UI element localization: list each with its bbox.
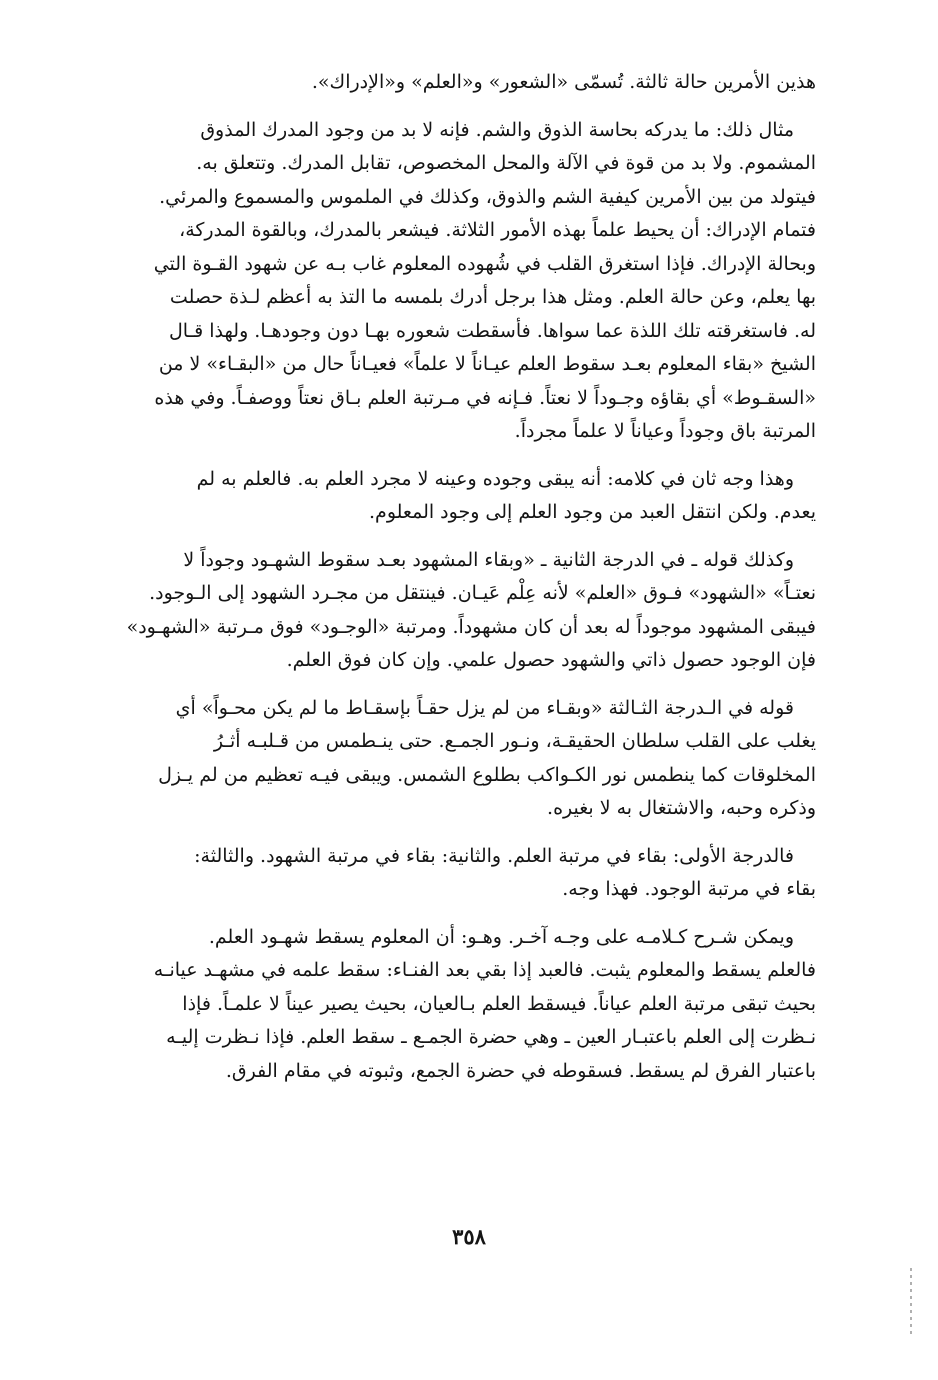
text-line: يغلب على القلب سلطان الحقيقـة، ونـور الجمـع. حتى ينـطمس من قـلبـه أثـرُ: [213, 730, 816, 752]
text-line: مثال ذلك: ما يدركه بحاسة الذوق والشم. فإنه لا بد من وجود المدرك المذوق: [200, 118, 794, 141]
text-line: المخلوقات كما ينطمس نور الكـواكب بطلوع الشمس. ويبقى فيـه تعظيم من لم يـزل: [158, 763, 816, 786]
text-line: نعتـاً» «الشهود» فـوق «العلم» لأنه عِلْم عَيـان. فينتقل من مجـرد الشهود إلى الـوجود.: [149, 582, 816, 604]
text-line: فالعلم يسقط والمعلوم يثبت. فالعبد إذا بقي بعد الفنـاء: سقط علمه في مشهـد عيانـه: [153, 959, 816, 981]
page-text: [64, 66, 816, 1102]
text-line: وذكره وحبه، والاشتغال به لا بغيره.: [547, 797, 816, 819]
text-line: المرتبة باق وجوداً وعياناً لا علماً مجرداً.: [514, 420, 816, 442]
paragraph-1: [64, 66, 816, 100]
text-line: الشيخ «بقاء المعلوم بعـد سقوط العلم عيـاناً لا علماً» فعيـاناً حال من «البقـاء» لا من: [158, 353, 816, 375]
text-line: فيتولد من بين الأمرين كيفية الشم والذوق، وكذلك في الملموس والمسموع والمرئي.: [159, 185, 816, 208]
page-edge-mark: [910, 1268, 912, 1338]
text-line: هذين الأمرين حالة ثالثة. تُسمّى «الشعور» و«العلم» و«الإدراك».: [311, 71, 816, 93]
text-line: «السقـوط» أي بقاؤه وجـوداً لا نعتاً. فـإنه في مـرتبة العلم بـاق نعتاً ووصفـاً. وفي هذه: [154, 386, 816, 409]
text-line: بها يعلم، وعن حالة العلم. ومثل هذا برجل أدرك بلمسه ما التذ به أعظم لـذة حصلت: [169, 286, 816, 308]
paragraph-3: [64, 463, 816, 530]
text-line: فتمام الإدراك: أن يحيط علماً بهذه الأمور الثلاثة. فيشعر بالمدرك، وبالقوة المدركة،: [179, 219, 816, 241]
text-line: نـظرت إلى العلم باعتبـار العين ـ وهي حضرة الجمـع ـ سقط العلم. فإذا نـظرت إليـه: [166, 1026, 816, 1048]
text-line: قوله في الـدرجة الثـالثة «وبقـاء من لم يزل حقـاً بإسقـاط ما لم يكن محـواً» أي: [175, 696, 794, 719]
paragraph-5: [64, 692, 816, 826]
text-line: له. فاستغرقته تلك اللذة عما سواها. فأسقطت شعوره بهـا دون وجودهـا. ولهذا قـال: [168, 319, 816, 342]
text-line: وهذا وجه ثان في كلامه: أنه يبقى وجوده وعينه لا مجرد العلم به. فالعلم به لم: [196, 467, 794, 490]
text-line: بحيث تبقى مرتبة العلم عياناً. فيسقط العلم بـالعيان، بحيث يصير عيناً لا علمـاً. فإذا: [182, 992, 816, 1015]
paragraph-2: [64, 114, 816, 449]
text-line: بقاء في مرتبة الوجود. فهذا وجه.: [562, 878, 816, 900]
text-line: فإن الوجود حصول ذاتي والشهود حصول علمي. وإن كان فوق العلم.: [286, 649, 816, 671]
text-line: ويمكن شـرح كـلامـه على وجـه آخـر. وهـو: أن المعلوم يسقط شهـود العلم.: [208, 925, 794, 948]
paragraph-4: [64, 544, 816, 678]
paragraph-6: [64, 840, 816, 907]
paragraph-7: [64, 921, 816, 1089]
text-line: المشموم. ولا بد من قوة في الآلة والمحل المخصوص، تقابل المدرك. وتتعلق به.: [196, 152, 816, 174]
text-line: فالدرجة الأولى: بقاء في مرتبة العلم. والثانية: بقاء في مرتبة الشهود. والثالثة:: [194, 844, 794, 867]
text-line: وبحالة الإدراك. فإذا استغرق القلب في شُهوده المعلوم غاب بـه عن شهود القـوة التي: [153, 252, 816, 275]
page-number: ٣٥٨: [452, 1224, 486, 1249]
text-line: يعدم. ولكن انتقل العبد من وجود العلم إلى وجود المعلوم.: [369, 501, 816, 523]
text-line: وكذلك قوله ـ في الدرجة الثانية ـ «وبقاء المشهود بعـد سقوط الشهـود وجوداً لا: [183, 548, 794, 571]
text-line: باعتبار الفرق لم يسقط. فسقوطه في حضرة الجمع، وثبوته في مقام الفرق.: [225, 1059, 816, 1082]
text-line: فيبقى المشهود موجوداً له بعد أن كان مشهوداً. ومرتبة «الوجـود» فوق مـرتبة «الشهـود»: [126, 615, 816, 638]
